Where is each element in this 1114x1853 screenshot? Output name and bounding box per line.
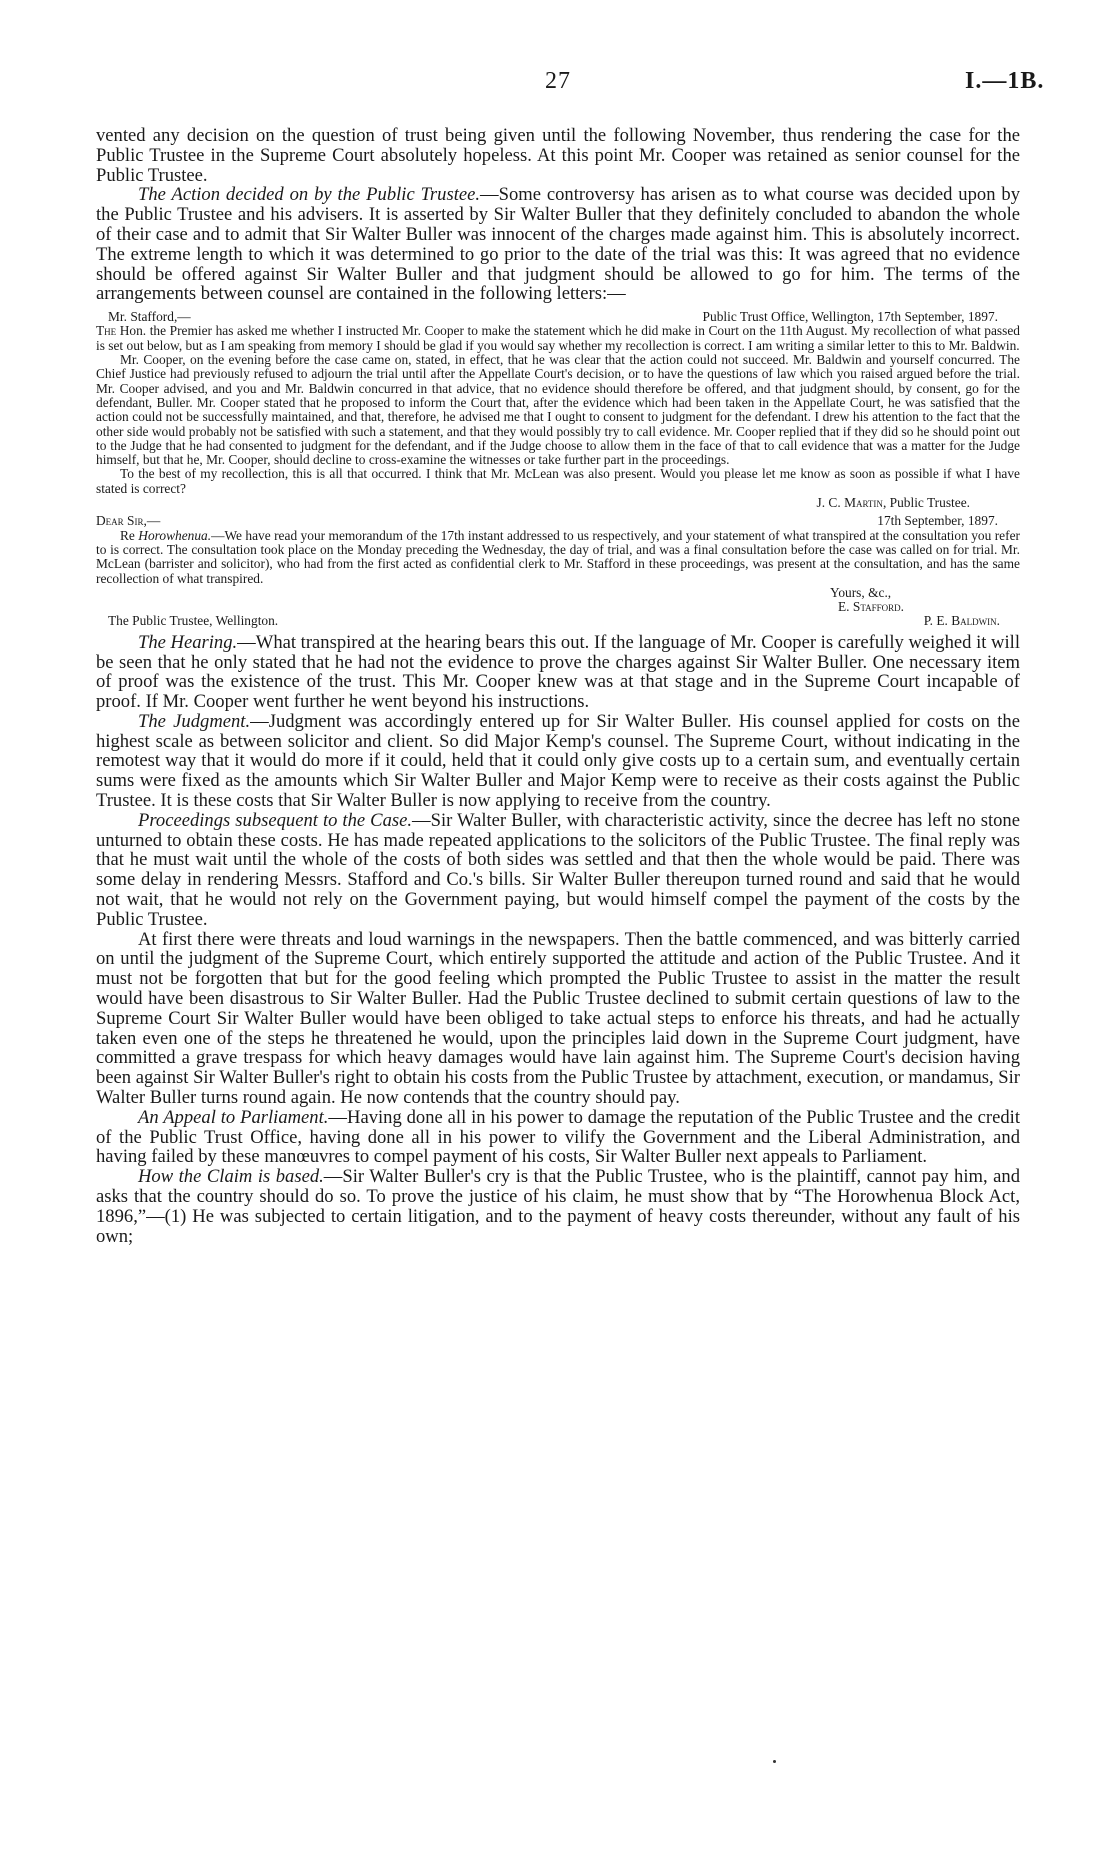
letter1-dateline: Public Trust Office, Wellington, 17th September, 1897. [702, 309, 998, 325]
threats-paragraph: At first there were threats and loud warnings in the newspapers. Then the battle commenced, and was bitterly carried on until the judgment of the Supreme Court, which entirely supported the attitude and action of the Public Trustee. And it must not be forgotten that but for the good feeling which prompted the Public Trustee to assist in the matter the result would have been disastrous to Sir Walter Buller. Had the Public Trustee declined to submit certain questions of law to the Supreme Court Sir Walter Buller would have been obliged to take actual steps to enforce his threats, and had he actually taken even one of the steps he threatened he would, upon the principles laid down in the Supreme Court judgment, have committed a grave trespass for which heavy damages would have lain against him. The Supreme Court's decision having been against Sir Walter Buller's right to obtain his costs from the Public Trustee by attachment, execution, or mandamus, Sir Walter Buller turns round again. He now contends that the country should pay. [96, 928, 1020, 1109]
letter1-paragraph-2: Mr. Cooper, on the evening before the case came on, stated, in effect, that he was clear that the action could not succeed. Mr. Baldwin and yourself concurred. The Chief Justice had previously refused to adjourn the trial until after the Appellate Court's decision, or to have the questions of law which you raised argued before the trial. Mr. Cooper advised, and you and Mr. Baldwin concurred in that advice, that no evidence should therefore be offered, and that judgment should, by consent, go for the defendant, Buller. Mr. Cooper stated that he proposed to inform the Court that, after the evidence which had been taken in the Appellate Court, he was satisfied that the action could not be successfully maintained, and that, therefore, he advised me that I ought to consent to judgment for the defendant. I drew his attention to the fact that the other side would probably not be satisfied with such a statement, and that they would possibly try to call evidence. Mr. Cooper replied that if they did so he should point out to the Judge that he had consented to judgment for the defendant, and if the Judge choose to allow them in the face of that to call evidence that was a matter for the Judge himself, but that he, Mr. Cooper, should decline to cross-examine the witnesses or take further part in the proceedings. [96, 352, 1020, 468]
proceedings-heading: Proceedings subsequent to the Case. [138, 809, 413, 831]
letter1-opening-word: The [96, 323, 117, 339]
letter2-header [96, 514, 1020, 528]
judgment-heading: The Judgment. [138, 710, 251, 732]
action-paragraph [96, 185, 1020, 304]
claim-paragraph: How the Claim is based.—Sir Walter Buller's cry is that the Public Trustee, who is the plaintiff, cannot pay him, and asks that the country should do so. To prove the justice of his claim, he must show that by “The Horowhenua Block Act, 1896,”—(1) He was subjected to certain litigation, and to the payment of heavy costs thereunder, without any fault of his own; [96, 1166, 1020, 1247]
appeal-paragraph: An Appeal to Parliament.—Having done all in his power to damage the reputation of the Public Trustee and the credit of the Public Trust Office, having done all in his power to vilify the Government and the Liberal Administration, and having failed by these manœuvres to compel payment of his costs, Sir Walter Buller next appeals to Parliament. [96, 1106, 1020, 1168]
intro-paragraph: vented any decision on the question of trust being given until the following November, thus rendering the case for the Public Trustee in the Supreme Court absolutely hopeless. At this point Mr. Cooper was retained as senior counsel for the Public Trustee. [96, 125, 1020, 186]
letter1-salutation: Mr. Stafford,— [108, 309, 191, 325]
main-text [96, 126, 1020, 1246]
letter2-paragraph: Re Horowhenua.—We have read your memorandum of the 17th instant addressed to us respectively, and your statement of what transpired at the consultation you refer to is correct. The consultation took place on the Monday preceding the Wednesday, the day of trial, and was a final consultation before the case was called on for trial. Mr. McLean (barrister and solicitor), who had from the first acted as confidential clerk to Mr. Stafford in these proceedings, was present at the consultation, and has the same recollection of what transpired. [96, 527, 1020, 586]
judgment-paragraph: The Judgment.—Judgment was accordingly entered up for Sir Walter Buller. His counsel applied for costs on the highest scale as between solicitor and client. So did Major Kemp's counsel. The Supreme Court, without indicating in the remotest way that it would do more if it could, held that it could only give costs up to a certain sum, and eventually certain sums were fixed as the amounts which Sir Walter Buller and Major Kemp were to receive as their costs against the Public Trustee. It is these costs that Sir Walter Buller is now applying to receive from the country. [96, 710, 1020, 812]
letter2-date: 17th September, 1897. [877, 513, 998, 529]
letter2-addressee: The Public Trustee, Wellington. [108, 613, 279, 629]
claim-heading: How the Claim is based. [138, 1166, 324, 1188]
letter1-signature: J. C. Martin, Public Trustee. [816, 495, 970, 511]
letter1-paragraph-3: To the best of my recollection, this is all that occurred. I think that Mr. McLean was also present. Would you please let me know as soon as possible if what I have stated is correct? [96, 466, 1020, 496]
page-number: 27 [545, 68, 571, 94]
letter2-signer-stafford: E. Stafford. [838, 599, 904, 615]
letter2-closing: Yours, &c., [830, 584, 892, 600]
letter-stafford-baldwin [96, 514, 1020, 628]
letter-martin [96, 310, 1020, 510]
letter2-subject: Horowhenua. [138, 527, 212, 543]
proceedings-paragraph: Proceedings subsequent to the Case.—Sir Walter Buller, with characteristic activity, since the decree has left no stone unturned to obtain these costs. He has made repeated applications to the solicitors of the Public Trustee. The final reply was that he must wait until the whole of the costs of both sides was settled and that then the whole would be paid. There was some delay in rendering Messrs. Stafford and Co.'s bills. Sir Walter Buller thereupon turned round and said that he would not wait, that he would not rely on the Government paying, but would himself compel the payment of the costs by the Public Trustee. [96, 809, 1020, 930]
letter1-paragraph-1: The Hon. the Premier has asked me whether I instructed Mr. Cooper to make the statement which he did make in Court on the 11th August. My recollection of what passed is set out below, but as I am speaking from memory I should be glad if you would say whether my recollection is correct. I am writing a similar letter to this to Mr. Baldwin. [96, 323, 1020, 353]
document-reference: I.—1B. [965, 68, 1045, 94]
action-text: —Some controversy has arisen as to what course was decided upon by the Public Trustee and his advisers. It is asserted by Sir Walter Buller that they definitely concluded to abandon the whole of their case and to admit that Sir Walter Buller was innocent of the charges made against him. This is absolutely incorrect. The extreme length to which it was determined to go prior to the date of the trial was this: It was agreed that no evidence should be offered against Sir Walter Buller and that judgment should be allowed to go for him. The terms of the arrangements between counsel are contained in the following letters:— [96, 184, 1020, 305]
hearing-paragraph: The Hearing.—What transpired at the hearing bears this out. If the language of Mr. Cooper is carefully weighed it will be seen that he only stated that he had not the evidence to prove the charges against Sir Walter Buller. One necessary item of proof was the existence of the trust. This Mr. Cooper knew was at that stage and in the Supreme Court incapable of proof. If Mr. Cooper went further he went beyond his instructions. [96, 631, 1020, 713]
letter2-footer [96, 614, 1020, 628]
letter1-header [96, 310, 1020, 324]
page-speck [773, 1760, 776, 1763]
letter2-signer-baldwin: P. E. Baldwin. [923, 613, 1000, 629]
appeal-heading: An Appeal to Parliament. [138, 1106, 329, 1128]
hearing-heading: The Hearing. [138, 631, 238, 653]
letter2-salutation: Dear Sir,— [96, 513, 161, 529]
action-heading: The Action decided on by the Public Trustee. [138, 184, 481, 206]
